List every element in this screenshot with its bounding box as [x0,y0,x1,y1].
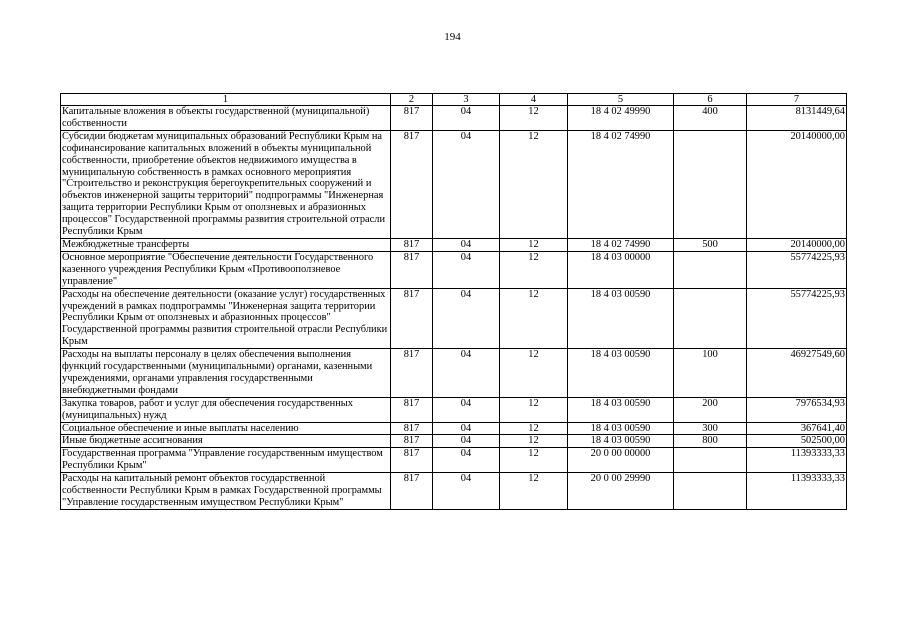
table-row [61,448,847,473]
amount: 20140000,00 [747,130,847,238]
expense-type [674,448,747,473]
grbs-code: 817 [391,397,433,422]
table-row [61,238,847,251]
expense-name: Иные бюджетные ассигнования [61,435,391,448]
col-header-5: 5 [568,94,674,106]
expense-name: Закупка товаров, работ и услуг для обеспечения государственных (муниципальных) нужд [61,397,391,422]
expense-type [674,288,747,349]
amount: 367641,40 [747,422,847,435]
subsection-code: 12 [500,448,568,473]
section-code: 04 [433,448,500,473]
grbs-code: 817 [391,349,433,398]
expense-type: 100 [674,349,747,398]
subsection-code: 12 [500,473,568,510]
col-header-1: 1 [61,94,391,106]
expense-type [674,251,747,288]
section-code: 04 [433,238,500,251]
table-row [61,106,847,131]
section-code: 04 [433,288,500,349]
section-code: 04 [433,435,500,448]
col-header-4: 4 [500,94,568,106]
subsection-code: 12 [500,435,568,448]
grbs-code: 817 [391,251,433,288]
table-row [61,130,847,238]
section-code: 04 [433,422,500,435]
subsection-code: 12 [500,130,568,238]
expense-name: Расходы на выплаты персоналу в целях обеспечения выполнения функций государственными (муниципальными) органами, казенными учреждениями, органами управления государственными внебюджетными фондами [61,349,391,398]
amount: 7976534,93 [747,397,847,422]
section-code: 04 [433,130,500,238]
expense-type: 200 [674,397,747,422]
expense-type: 500 [674,238,747,251]
target-article: 18 4 03 00590 [568,422,674,435]
target-article: 18 4 03 00000 [568,251,674,288]
grbs-code: 817 [391,473,433,510]
amount: 55774225,93 [747,288,847,349]
section-code: 04 [433,106,500,131]
grbs-code: 817 [391,288,433,349]
section-code: 04 [433,251,500,288]
page-number: 194 [444,31,461,43]
grbs-code: 817 [391,106,433,131]
subsection-code: 12 [500,422,568,435]
grbs-code: 817 [391,422,433,435]
expense-name: Расходы на капитальный ремонт объектов государственной собственности Республики Крым в рамках Государственной программы "Управление государственным имуществом Республики Крым" [61,473,391,510]
amount: 46927549,60 [747,349,847,398]
table-row [61,251,847,288]
subsection-code: 12 [500,288,568,349]
col-header-2: 2 [391,94,433,106]
table-row [61,288,847,349]
table-row [61,422,847,435]
expense-name: Расходы на обеспечение деятельности (оказание услуг) государственных учреждений в рамках подпрограммы "Инженерная защита территории Республики Крым от оползневых и абразионных процессов" Государственной программы развития строительной отрасли Республики Крым [61,288,391,349]
target-article: 20 0 00 29990 [568,473,674,510]
table-row [61,397,847,422]
budget-table [60,93,847,510]
amount: 20140000,00 [747,238,847,251]
table-row [61,349,847,398]
expense-type: 300 [674,422,747,435]
table-row [61,473,847,510]
col-header-6: 6 [674,94,747,106]
col-header-3: 3 [433,94,500,106]
expense-name: Социальное обеспечение и иные выплаты населению [61,422,391,435]
grbs-code: 817 [391,435,433,448]
amount: 11393333,33 [747,448,847,473]
target-article: 18 4 03 00590 [568,349,674,398]
target-article: 18 4 03 00590 [568,435,674,448]
grbs-code: 817 [391,448,433,473]
section-code: 04 [433,397,500,422]
expense-name: Капитальные вложения в объекты государственной (муниципальной) собственности [61,106,391,131]
expense-name: Основное мероприятие "Обеспечение деятельности Государственного казенного учреждения Республики Крым «Противооползневое управление" [61,251,391,288]
table-row [61,435,847,448]
amount: 55774225,93 [747,251,847,288]
target-article: 18 4 02 49990 [568,106,674,131]
col-header-7: 7 [747,94,847,106]
grbs-code: 817 [391,238,433,251]
expense-type [674,473,747,510]
expense-type: 800 [674,435,747,448]
amount: 11393333,33 [747,473,847,510]
grbs-code: 817 [391,130,433,238]
subsection-code: 12 [500,238,568,251]
subsection-code: 12 [500,397,568,422]
header-row [61,94,847,106]
section-code: 04 [433,473,500,510]
target-article: 20 0 00 00000 [568,448,674,473]
amount: 502500,00 [747,435,847,448]
target-article: 18 4 02 74990 [568,130,674,238]
target-article: 18 4 02 74990 [568,238,674,251]
expense-type: 400 [674,106,747,131]
subsection-code: 12 [500,349,568,398]
subsection-code: 12 [500,106,568,131]
expense-name: Государственная программа "Управление государственным имуществом Республики Крым" [61,448,391,473]
amount: 8131449,64 [747,106,847,131]
subsection-code: 12 [500,251,568,288]
expense-name: Межбюджетные трансферты [61,238,391,251]
expense-type [674,130,747,238]
target-article: 18 4 03 00590 [568,397,674,422]
target-article: 18 4 03 00590 [568,288,674,349]
section-code: 04 [433,349,500,398]
expense-name: Субсидии бюджетам муниципальных образований Республики Крым на софинансирование капитальных вложений в объекты муниципальной собственности, приобретение объектов недвижимого имущества в муниципальную собственность в рамках основного мероприятия "Строительство и реконструкция берегоукрепительных сооружений и объектов инженерной защиты территорий" подпрограммы "Инженерная защита территории Республики Крым от оползневых и абразионных процессов" Государственной программы развития строительной отрасли Республики Крым [61,130,391,238]
